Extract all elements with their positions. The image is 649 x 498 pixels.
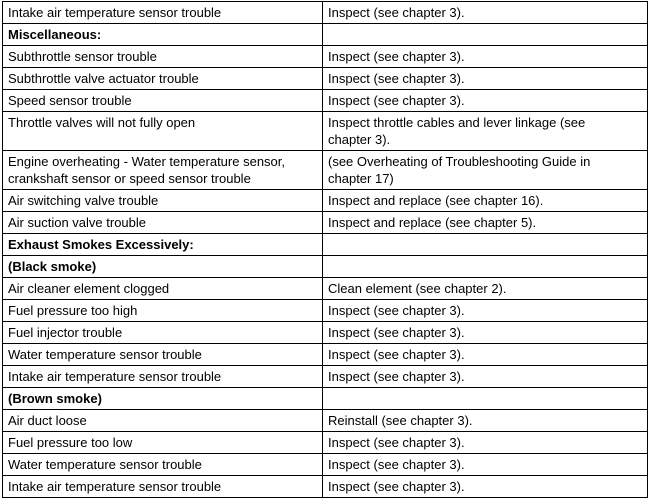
problem-cell: Intake air temperature sensor trouble <box>3 2 323 24</box>
table-row <box>3 212 648 234</box>
table-row <box>3 300 648 322</box>
problem-line: Throttle valves will not fully open <box>8 115 196 130</box>
remedy-cell: Clean element (see chapter 2). <box>323 278 648 300</box>
problem-cell: Speed sensor trouble <box>3 90 323 112</box>
remedy-cell: Inspect (see chapter 3). <box>323 454 648 476</box>
section-heading-row <box>3 24 648 46</box>
empty-cell <box>323 388 648 410</box>
table-row <box>3 112 648 151</box>
table-row <box>3 344 648 366</box>
remedy-cell: Inspect and replace (see chapter 5). <box>323 212 648 234</box>
problem-cell: Subthrottle sensor trouble <box>3 46 323 68</box>
section-heading: Exhaust Smokes Excessively: <box>3 234 323 256</box>
remedy-line: chapter 17) <box>328 171 394 186</box>
remedy-cell: Inspect and replace (see chapter 16). <box>323 190 648 212</box>
table-row <box>3 90 648 112</box>
subsection-heading: (Black smoke) <box>3 256 323 278</box>
table-row <box>3 410 648 432</box>
remedy-cell <box>323 151 648 190</box>
problem-cell: Air suction valve trouble <box>3 212 323 234</box>
remedy-line: (see Overheating of Troubleshooting Guide in <box>328 154 591 169</box>
remedy-cell: Inspect (see chapter 3). <box>323 344 648 366</box>
remedy-cell: Inspect (see chapter 3). <box>323 432 648 454</box>
troubleshooting-table <box>2 1 648 498</box>
remedy-cell: Inspect (see chapter 3). <box>323 2 648 24</box>
table-row <box>3 432 648 454</box>
remedy-cell: Inspect (see chapter 3). <box>323 476 648 498</box>
problem-cell: Fuel pressure too low <box>3 432 323 454</box>
subsection-heading-row <box>3 388 648 410</box>
problem-cell <box>3 151 323 190</box>
table-row <box>3 322 648 344</box>
remedy-cell: Inspect (see chapter 3). <box>323 366 648 388</box>
remedy-cell: Inspect (see chapter 3). <box>323 300 648 322</box>
empty-cell <box>323 256 648 278</box>
table-row <box>3 454 648 476</box>
problem-line: Engine overheating - Water temperature sensor, <box>8 154 285 169</box>
problem-cell: Water temperature sensor trouble <box>3 344 323 366</box>
remedy-cell: Inspect (see chapter 3). <box>323 90 648 112</box>
problem-cell: Air cleaner element clogged <box>3 278 323 300</box>
problem-cell: Air switching valve trouble <box>3 190 323 212</box>
table-row <box>3 46 648 68</box>
problem-cell: Fuel pressure too high <box>3 300 323 322</box>
remedy-line: Inspect throttle cables and lever linkage (see <box>328 115 586 130</box>
subsection-heading: (Brown smoke) <box>3 388 323 410</box>
problem-line: crankshaft sensor or speed sensor trouble <box>8 171 251 186</box>
empty-cell <box>323 24 648 46</box>
table-row <box>3 278 648 300</box>
remedy-cell <box>323 112 648 151</box>
problem-cell: Intake air temperature sensor trouble <box>3 476 323 498</box>
table-row <box>3 366 648 388</box>
problem-cell: Subthrottle valve actuator trouble <box>3 68 323 90</box>
remedy-cell: Inspect (see chapter 3). <box>323 322 648 344</box>
problem-cell: Air duct loose <box>3 410 323 432</box>
section-heading: Miscellaneous: <box>3 24 323 46</box>
remedy-cell: Reinstall (see chapter 3). <box>323 410 648 432</box>
problem-cell: Fuel injector trouble <box>3 322 323 344</box>
remedy-cell: Inspect (see chapter 3). <box>323 46 648 68</box>
problem-cell: Intake air temperature sensor trouble <box>3 366 323 388</box>
section-heading-row <box>3 234 648 256</box>
table-row <box>3 68 648 90</box>
table-row <box>3 190 648 212</box>
table-row <box>3 2 648 24</box>
problem-cell <box>3 112 323 151</box>
problem-cell: Water temperature sensor trouble <box>3 454 323 476</box>
troubleshooting-table-body <box>3 2 648 498</box>
remedy-cell: Inspect (see chapter 3). <box>323 68 648 90</box>
subsection-heading-row <box>3 256 648 278</box>
table-row <box>3 151 648 190</box>
empty-cell <box>323 234 648 256</box>
table-row <box>3 476 648 498</box>
remedy-line: chapter 3). <box>328 132 391 147</box>
